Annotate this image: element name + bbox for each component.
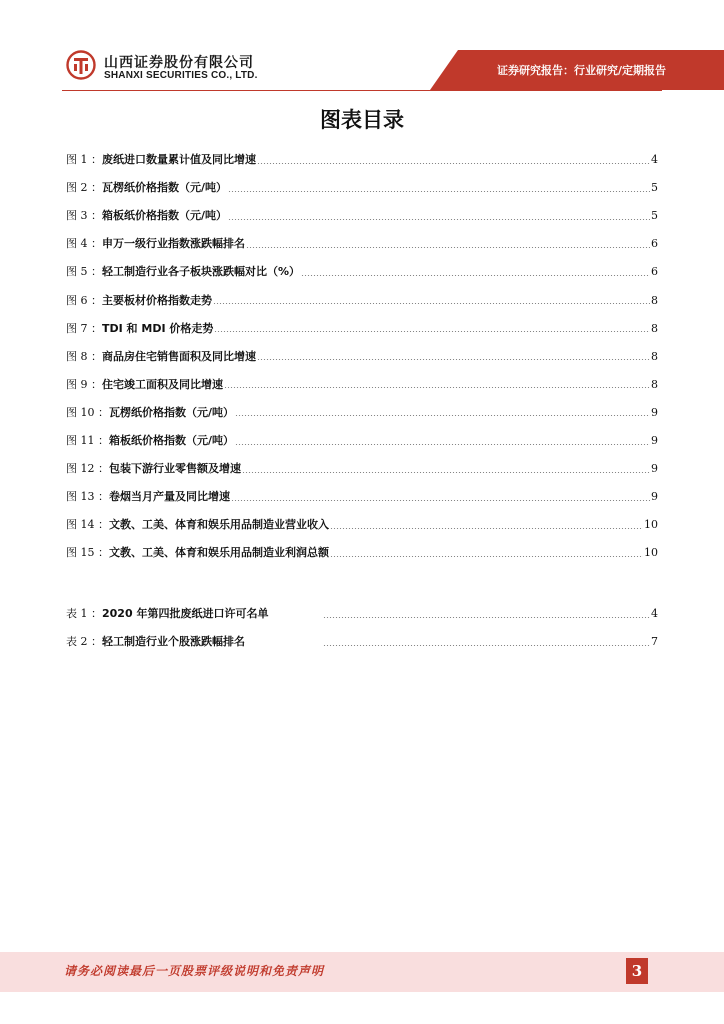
entry-title: 瓦楞纸价格指数（元/吨） <box>102 181 228 195</box>
entry-number: 图 3 ： <box>66 209 102 223</box>
entry-title: 住宅竣工面积及同比增速 <box>102 377 223 391</box>
entry-page: 9 <box>651 434 658 447</box>
dot-leader <box>323 617 650 618</box>
entry-number: 图 1 ： <box>66 153 102 166</box>
company-name-en: SHANXI SECURITIES CO., LTD. <box>104 70 258 81</box>
entry-page: 9 <box>651 490 658 504</box>
entry-page: 5 <box>651 181 658 195</box>
dot-leader <box>231 500 650 501</box>
toc-figure-entry[interactable] <box>66 433 658 449</box>
entry-page: 9 <box>651 405 658 419</box>
toc-figure-entry[interactable] <box>66 489 658 505</box>
toc-figure-entry[interactable] <box>66 152 658 168</box>
entry-page: 9 <box>651 462 658 476</box>
dot-leader <box>214 331 650 332</box>
dot-leader <box>257 359 650 360</box>
toc-figure-entry[interactable] <box>66 349 658 365</box>
toc-figure-entry[interactable] <box>66 264 658 280</box>
entry-title: 废纸进口数量累计值及同比增速 <box>102 153 256 166</box>
entry-page: 7 <box>651 635 658 648</box>
toc-figure-entry[interactable] <box>66 517 658 533</box>
entry-page: 8 <box>651 321 658 335</box>
dot-leader <box>301 275 650 276</box>
toc-figure-entry[interactable] <box>66 180 658 196</box>
company-name-cn: 山西证券股份有限公司 <box>104 55 254 71</box>
entry-number: 图 2 ： <box>66 181 102 195</box>
toc-figure-entry[interactable] <box>66 293 658 309</box>
entry-number: 图 13 ： <box>66 490 109 504</box>
dot-leader <box>330 556 643 557</box>
dot-leader <box>224 387 650 388</box>
entry-title: 2020 年第四批废纸进口许可名单 <box>102 607 269 620</box>
entry-number: 表 1 ： <box>66 607 102 620</box>
company-logo-icon <box>66 50 96 80</box>
page-header <box>0 0 724 100</box>
entry-number: 图 15 ： <box>66 546 109 560</box>
dot-leader <box>213 303 650 304</box>
entry-number: 图 12 ： <box>66 462 109 476</box>
entry-title: 箱板纸价格指数（元/吨） <box>102 209 228 223</box>
dot-leader <box>235 444 650 445</box>
page-number: 3 <box>626 958 648 984</box>
toc-figure-entry[interactable] <box>66 236 658 252</box>
dot-leader <box>228 191 650 192</box>
dot-leader <box>235 415 650 416</box>
footer-disclaimer: 请务必阅读最后一页股票评级说明和免责声明 <box>64 964 325 978</box>
toc-figure-entry[interactable] <box>66 405 658 421</box>
entry-title: 文教、工美、体育和娱乐用品制造业利润总额 <box>109 546 329 560</box>
entry-title: 包装下游行业零售额及增速 <box>109 462 241 476</box>
dot-leader <box>228 219 650 220</box>
dot-leader <box>323 645 650 646</box>
entry-title: 箱板纸价格指数（元/吨） <box>109 434 235 447</box>
dot-leader <box>330 528 643 529</box>
entry-page: 4 <box>651 607 658 620</box>
entry-number: 图 10 ： <box>66 405 109 419</box>
entry-page: 6 <box>651 237 658 251</box>
entry-title: 主要板材价格指数走势 <box>102 293 212 307</box>
entry-number: 图 11 ： <box>66 434 109 447</box>
entry-page: 10 <box>644 546 658 560</box>
entry-page: 6 <box>651 265 658 279</box>
entry-number: 图 4 ： <box>66 237 102 251</box>
entry-title: 文教、工美、体育和娱乐用品制造业营业收入 <box>109 518 329 532</box>
toc-table-entry[interactable] <box>66 634 658 650</box>
entry-title: 申万一级行业指数涨跌幅排名 <box>102 237 245 251</box>
entry-title: 轻工制造行业各子板块涨跌幅对比（%） <box>102 265 301 279</box>
toc-figure-entry[interactable] <box>66 208 658 224</box>
entry-page: 4 <box>651 153 658 166</box>
entry-number: 图 5 ： <box>66 265 102 279</box>
header-divider <box>62 90 662 91</box>
entry-number: 图 7 ： <box>66 321 102 335</box>
entry-title: 商品房住宅销售面积及同比增速 <box>102 349 256 363</box>
entry-title: 瓦楞纸价格指数（元/吨） <box>109 405 235 419</box>
page-title: 图表目录 <box>320 108 404 132</box>
entry-page: 8 <box>651 377 658 391</box>
toc-figure-entry[interactable] <box>66 545 658 561</box>
dot-leader <box>257 163 650 164</box>
entry-page: 8 <box>651 293 658 307</box>
dot-leader <box>242 472 650 473</box>
toc-figure-entry[interactable] <box>66 461 658 477</box>
entry-number: 图 6 ： <box>66 293 102 307</box>
entry-title: 卷烟当月产量及同比增速 <box>109 490 230 504</box>
entry-number: 图 14 ： <box>66 518 109 532</box>
entry-page: 8 <box>651 349 658 363</box>
entry-title: 轻工制造行业个股涨跌幅排名 <box>102 635 245 648</box>
entry-number: 图 9 ： <box>66 377 102 391</box>
toc-figure-entry[interactable] <box>66 377 658 393</box>
dot-leader <box>246 247 650 248</box>
entry-page: 10 <box>644 518 658 532</box>
entry-number: 图 8 ： <box>66 349 102 363</box>
entry-title: TDI 和 MDI 价格走势 <box>102 321 214 335</box>
toc-table-entry[interactable] <box>66 606 658 622</box>
toc-figure-entry[interactable] <box>66 321 658 337</box>
entry-number: 表 2 ： <box>66 635 102 648</box>
entry-page: 5 <box>651 209 658 223</box>
report-type: 证券研究报告：行业研究/定期报告 <box>496 64 666 77</box>
